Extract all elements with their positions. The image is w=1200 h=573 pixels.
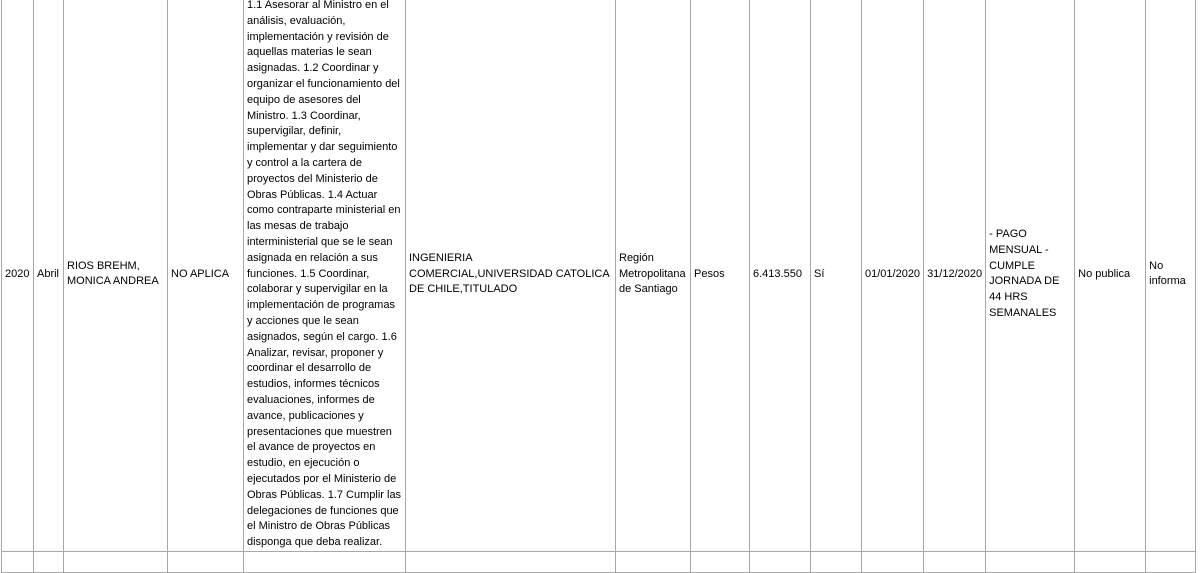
viaticos-cell: No publica [1075,0,1146,551]
empty-cell [34,551,64,572]
start-date-cell: 01/01/2020 [862,0,924,551]
functions-cell: 1.1 Asesorar al Ministro en el análisis, evaluación, implementación y revisión de aquellas materias le sean asignadas. 1.2 Coordinar y organizar el funcionamiento del equipo de asesores del Ministro. 1.3 Coordinar, supervigilar, definir, implementar y dar seguimiento y control a la cartera de proyectos del Ministerio de Obras Públicas. 1.4 Actuar como contraparte ministerial en las mesas de trabajo interministerial que se le sean asignada en relación a sus funciones. 1.5 Coordinar, colaborar y supervigilar en la implementación de programas y acciones que le sean asignados, según el cargo. 1.6 Analizar, revisar, proponer y coordinar el desarrollo de estudios, informes técnicos evaluaciones, informes de avance, publicaciones y presentaciones que muestren el avance de proyectos en estudio, en ejecución o ejecutados por el Ministerio de Obras Públicas. 1.7 Cumplir las delegaciones de funciones que el Ministro de Obras Públicas disponga que deba realizar. [244,0,406,551]
grade-cell: NO APLICA [168,0,244,551]
empty-cell [1146,551,1196,572]
extra-cell: No informa [1146,0,1196,551]
empty-cell [406,551,616,572]
end-date-cell: 31/12/2020 [924,0,986,551]
year-cell: 2020 [2,0,34,551]
region-cell: Región Metropolitana de Santiago [616,0,691,551]
records-table [1,0,1196,573]
empty-cell [811,551,862,572]
amount-cell: 6.413.550 [750,0,811,551]
empty-cell [986,551,1075,572]
observations-cell: - PAGO MENSUAL - CUMPLE JORNADA DE 44 HRS SEMANALES [986,0,1075,551]
table-row [2,0,1196,551]
currency-cell: Pesos [691,0,750,551]
empty-cell [750,551,811,572]
overtime-cell: Sí [811,0,862,551]
empty-cell [924,551,986,572]
qualification-cell: INGENIERIA COMERCIAL,UNIVERSIDAD CATOLICA DE CHILE,TITULADO [406,0,616,551]
name-cell: RIOS BREHM, MONICA ANDREA [64,0,168,551]
empty-cell [2,551,34,572]
table-row [2,551,1196,572]
empty-cell [691,551,750,572]
month-cell: Abril [34,0,64,551]
empty-cell [168,551,244,572]
empty-cell [862,551,924,572]
empty-cell [1075,551,1146,572]
empty-cell [616,551,691,572]
empty-cell [64,551,168,572]
empty-cell [244,551,406,572]
